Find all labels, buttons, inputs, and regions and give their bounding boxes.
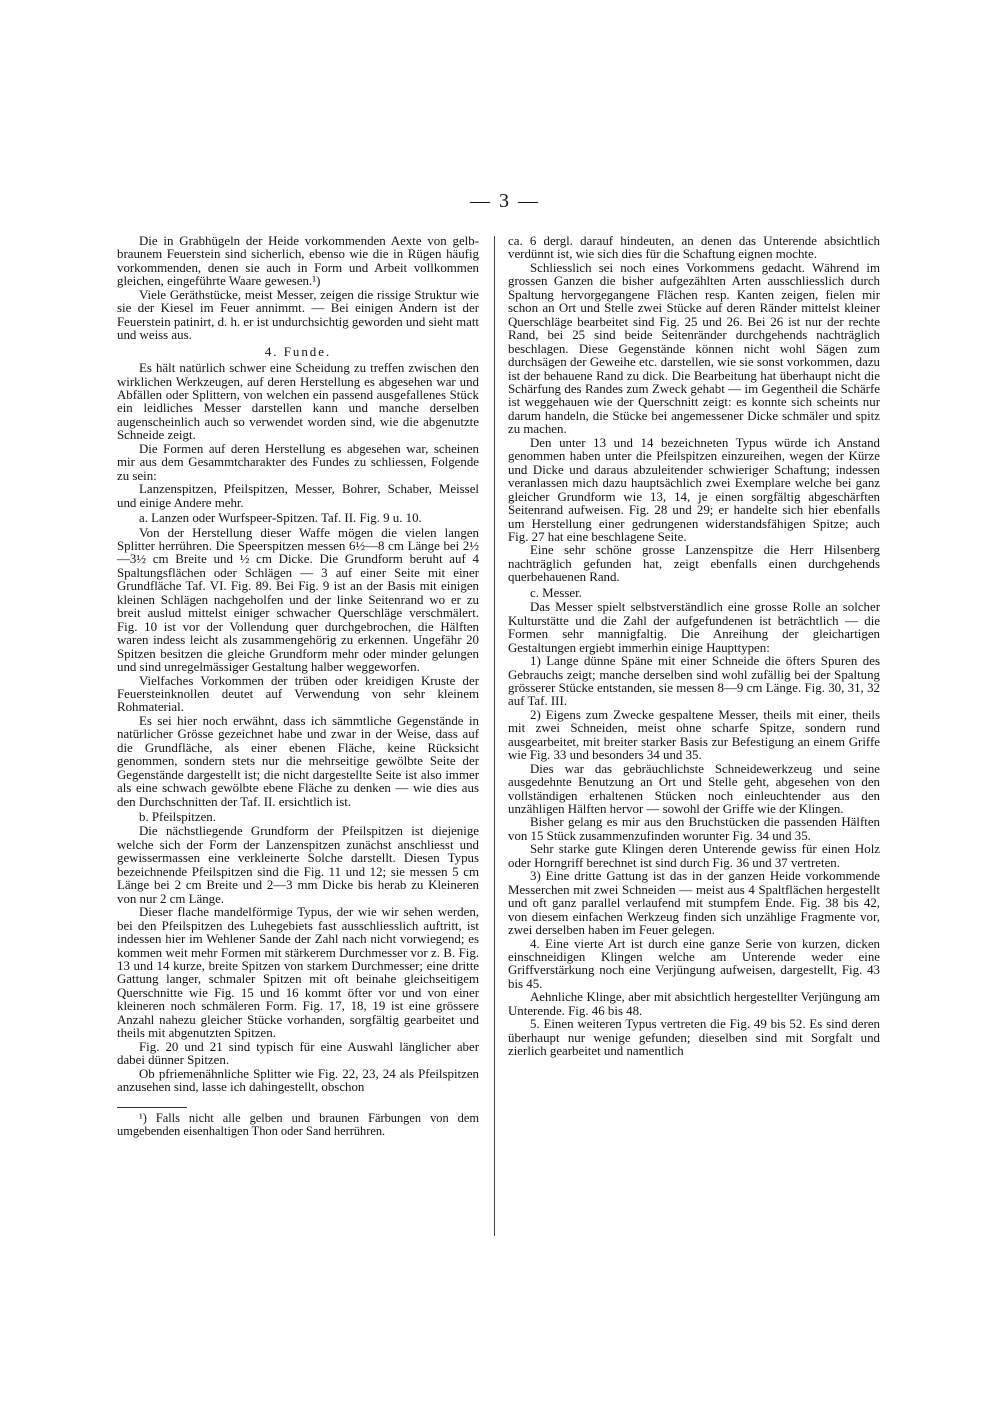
page-number: — 3 —	[470, 190, 540, 212]
paragraph: Die nächstliegende Grundform der Pfeilspitzen ist diejenige welche sich der Form der Lanzenspitzen zunächst anschliesst und gewissermassen eine verkleinerte Solche darstellt. Diesen Typus bezeichnende Pfeilspitzen sind die Fig. 11 und 12; sie messen 5 cm Länge bei 2 cm Breite und 2—3 mm Dicke bis herab zu Kleineren von nur 2 cm Länge.	[117, 824, 479, 906]
paragraph: Die Formen auf deren Herstellung es abgesehen war, scheinen mir aus dem Gesammtcharakter des Fundes zu schliessen, Folgende zu sein:	[117, 441, 479, 483]
right-column	[508, 235, 880, 1059]
paragraph: Eine sehr schöne grosse Lanzenspitze die Herr Hilsenberg nachträglich gefunden hat, zeigt ebenfalls einen durchgehends querbehauenen Rand.	[508, 543, 880, 585]
paragraph: Lanzenspitzen, Pfeilspitzen, Messer, Bohrer, Schaber, Meissel und einige Andere mehr.	[117, 482, 479, 510]
paragraph: 5. Einen weiteren Typus vertreten die Fig. 49 bis 52. Es sind deren überhaupt nur wenige gefunden; dieselben sind mit Sorgfalt und zierlich gearbeitet und namentlich	[508, 1017, 880, 1059]
paragraph: Das Messer spielt selbstverständlich eine grosse Rolle an solcher Kulturstätte und die Zahl der aufgefundenen ist beträchtlich — die Formen sehr mannigfaltig. Die Anreihung der gleichartigen Gestaltungen ergiebt immerhin einige Haupttypen:	[508, 600, 880, 655]
paragraph: Den unter 13 und 14 bezeichneten Typus würde ich Anstand genommen haben unter die Pfeilspitzen einzureihen, wegen der Kürze und Dicke und daraus abzuleitender schwieriger Schaftung; indessen veranlassen mich dazu hauptsächlich zwei Exemplare welche bei ganz gleicher Grundform wie 13, 14, je einen sorgfältig abgeschärften Seitenrand aufweisen. Fig. 28 und 29; er handelte sich hier ebenfalls um Herstellung einer gedrungenen widerstandsfähigen Spitze; auch Fig. 27 hat eine beschlagene Seite.	[508, 435, 880, 544]
paragraph: Fig. 20 und 21 sind typisch für eine Auswahl länglicher aber dabei dünner Spitzen.	[117, 1039, 479, 1068]
paragraph: Bisher gelang es mir aus den Bruchstücken die passenden Hälften von 15 Stück zusammenzufinden worunter Fig. 34 und 35.	[508, 815, 880, 843]
paragraph: 2) Eigens zum Zwecke gespaltene Messer, theils mit einer, theils mit zwei Schneiden, meist ohne scharfe Spitze, sondern rund ausgearbeitet, mit breiter starker Basis zur Befestigung an einem Griffe wie Fig. 33 und besonders 34 und 35.	[508, 707, 880, 763]
paragraph: 3) Eine dritte Gattung ist das in der ganzen Heide vorkommende Messerchen mit zwei Schneiden — meist aus 4 Spaltflächen hergestellt und oft ganz parallel verlaufend mit stumpfem Ende. Fig. 38 bis 42, von diesem einfachen Werkzeug finden sich unzählige Fragmente vor, zwei derselben haben im Feuer gelegen.	[508, 869, 880, 938]
paragraph: Schliesslich sei noch eines Vorkommens gedacht. Während im grossen Ganzen die bisher aufgezählten Arten ausschliesslich durch Spaltung hervorgegangene Flächen resp. Kanten zeigen, fielen mir schon an Ort und Stelle zwei Stücke auf deren Ränder mittelst kleiner Querschläge bearbeitet sind Fig. 25 und 26. Bei 26 ist nur der rechte Rand, bei 25 sind beide Seitenränder durchgehends nachträglich beschlagen. Diese Gegenstände können nicht wohl Sägen zum durchsägen der Geweihe etc. darstellen, wie sie sonst vorkommen, dazu ist der behauene Rand zu dick. Die Bearbeitung hat überhaupt nicht die Schärfung des Randes zum Zweck gehabt — im Gegentheil die Schärfe ist weggehauen wie der Querschnitt zeigt: es konnte sich scheints nur darum handeln, die Stücke bei angemessener Dicke schmäler und spitz zu machen.	[508, 260, 880, 437]
paragraph: Dieser flache mandelförmige Typus, der wie wir sehen werden, bei den Pfeilspitzen des Luhegebiets fast ausschliesslich auftritt, ist indessen hier im Wehlener Sande der Zahl nach nicht vorwiegend; es kommen weit mehr Formen mit stärkerem Durchmesser vor z. B. Fig. 13 und 14 kurze, breite Spitzen von starkem Durchmesser; eine dritte Gattung langer, schmaler Spitzen mit oft beinahe gleichseitigem Querschnitte wie Fig. 15 und 16 kommt öfter vor und von einer kleineren noch schmäleren Form. Fig. 17, 18, 19 ist eine grössere Anzahl nahezu gleicher Stücke vorhanden, sorgfältig gearbeitet und theils mit abgenutzten Spitzen.	[117, 905, 479, 1041]
paragraph: Dies war das gebräuchlichste Schneidewerkzeug und seine ausgedehnte Benutzung an Ort und Stelle geht, abgesehen von den vollständigen erhaltenen Stücken noch einleuchtender aus den unzähligen Hälften hervor — sowohl der Griffe wie der Klingen.	[508, 761, 880, 817]
left-column	[117, 235, 479, 1138]
paragraph: 4. Eine vierte Art ist durch eine ganze Serie von kurzen, dicken einschneidigen Klingen welche am Unterende weder eine Griffverstärkung noch eine Verjüngung aufweisen, dargestellt, Fig. 43 bis 45.	[508, 936, 880, 991]
paragraph: Sehr starke gute Klingen deren Unterende gewiss für einen Holz oder Horngriff berechnet ist sind durch Fig. 36 und 37 vertreten.	[508, 842, 880, 870]
subsection-heading: b. Pfeilspitzen.	[139, 810, 216, 825]
column-divider	[494, 236, 495, 1236]
paragraph: Die in Grabhügeln der Heide vorkommenden Aexte von gelb-braunem Feuerstein sind sicherlich, ebenso wie die in Rügen häufig vorkommenden, denen sie auch in Form und Arbeit vollkommen gleichen, eingeführte Waare gewesen.¹)	[117, 234, 479, 289]
paragraph: ca. 6 dergl. darauf hindeuten, an denen das Unterende absichtlich verdünnt ist, wie sich dies für die Schaftung eignen mochte.	[508, 234, 880, 262]
footnote: ¹) Falls nicht alle gelben und braunen Färbungen von dem umgebenden eisenhaltigen Thon oder Sand herrühren.	[117, 1110, 479, 1138]
section-heading: 4. Funde.	[264, 344, 332, 359]
paragraph: Aehnliche Klinge, aber mit absichtlich hergestellter Verjüngung am Unterende. Fig. 46 bis 48.	[508, 990, 880, 1018]
subsection-heading: c. Messer.	[530, 585, 582, 600]
subsection-heading: a. Lanzen oder Wurfspeer-Spitzen. Taf. II. Fig. 9 u. 10.	[139, 511, 422, 526]
paragraph: Viele Geräthstücke, meist Messer, zeigen die rissige Struktur wie sie der Kiesel im Feuer annimmt. — Bei einigen Andern ist der Feuerstein patinirt, d. h. er ist undurchsichtig geworden und sieht matt und weiss aus.	[117, 287, 479, 343]
paragraph: Von der Herstellung dieser Waffe mögen die vielen langen Splitter herrühren. Die Speerspitzen messen 6½—8 cm Länge bei 2½—3½ cm Breite und ½ cm Dicke. Die Grundform beruht auf 4 Spaltungsflächen oder Schlägen — 3 auf einer Seite mit einer Grundfläche Taf. VI. Fig. 89. Bei Fig. 9 ist an der Basis mit einigen kleinen Schlägen nachgeholfen und der linke Seitenrand wo er zu breit auslud mittelst einiger schwacher Querschläge verschmälert. Fig. 10 ist vor der Vollendung quer durchgebrochen, die Hälften waren indess leicht als zusammengehörig zu erkennen. Ungefähr 20 Spitzen besitzen die gleiche Grundform mehr oder minder gelungen und sind unregelmässiger Gestaltung halber weggeworfen.	[117, 525, 479, 675]
paragraph: Ob pfriemenähnliche Splitter wie Fig. 22, 23, 24 als Pfeilspitzen anzusehen sind, lasse ich dahingestellt, obschon	[117, 1066, 479, 1095]
paragraph: Vielfaches Vorkommen der trüben oder kreidigen Kruste der Feuersteinknollen deutet auf Verwendung von sehr kleinem Rohmaterial.	[117, 673, 479, 715]
paragraph: 1) Lange dünne Späne mit einer Schneide die öfters Spuren des Gebrauchs zeigt; manche derselben sind wohl zufällig bei der Spaltung grösserer Stücke entstanden, sie messen 8—9 cm Länge. Fig. 30, 31, 32 auf Taf. III.	[508, 654, 880, 709]
paragraph: Es sei hier noch erwähnt, dass ich sämmtliche Gegenstände in natürlicher Grösse gezeichnet habe und zwar in der Weise, dass auf die Grundfläche, als einer ebenen Fläche, keine Rücksicht genommen, sondern stets nur die mehrseitige gewölbte Seite der Gegenstände dargestellt ist; die nicht dargestellte Seite ist also immer als eine schwach gewölbte ebene Fläche zu denken — wie dies aus den Durchschnitten der Taf. II. ersichtlich ist.	[117, 713, 479, 809]
footnote-rule	[117, 1107, 187, 1108]
paragraph: Es hält natürlich schwer eine Scheidung zu treffen zwischen den wirklichen Werkzeugen, auf deren Herstellung es abgesehen war und Abfällen oder Splittern, von welchen ein passend ausgefallenes Stück ein leidliches Messer darstellen kann und manche derselben augenscheinlich auch so verwendet worden sind, wie die abgenutzte Schneide zeigt.	[117, 361, 479, 443]
